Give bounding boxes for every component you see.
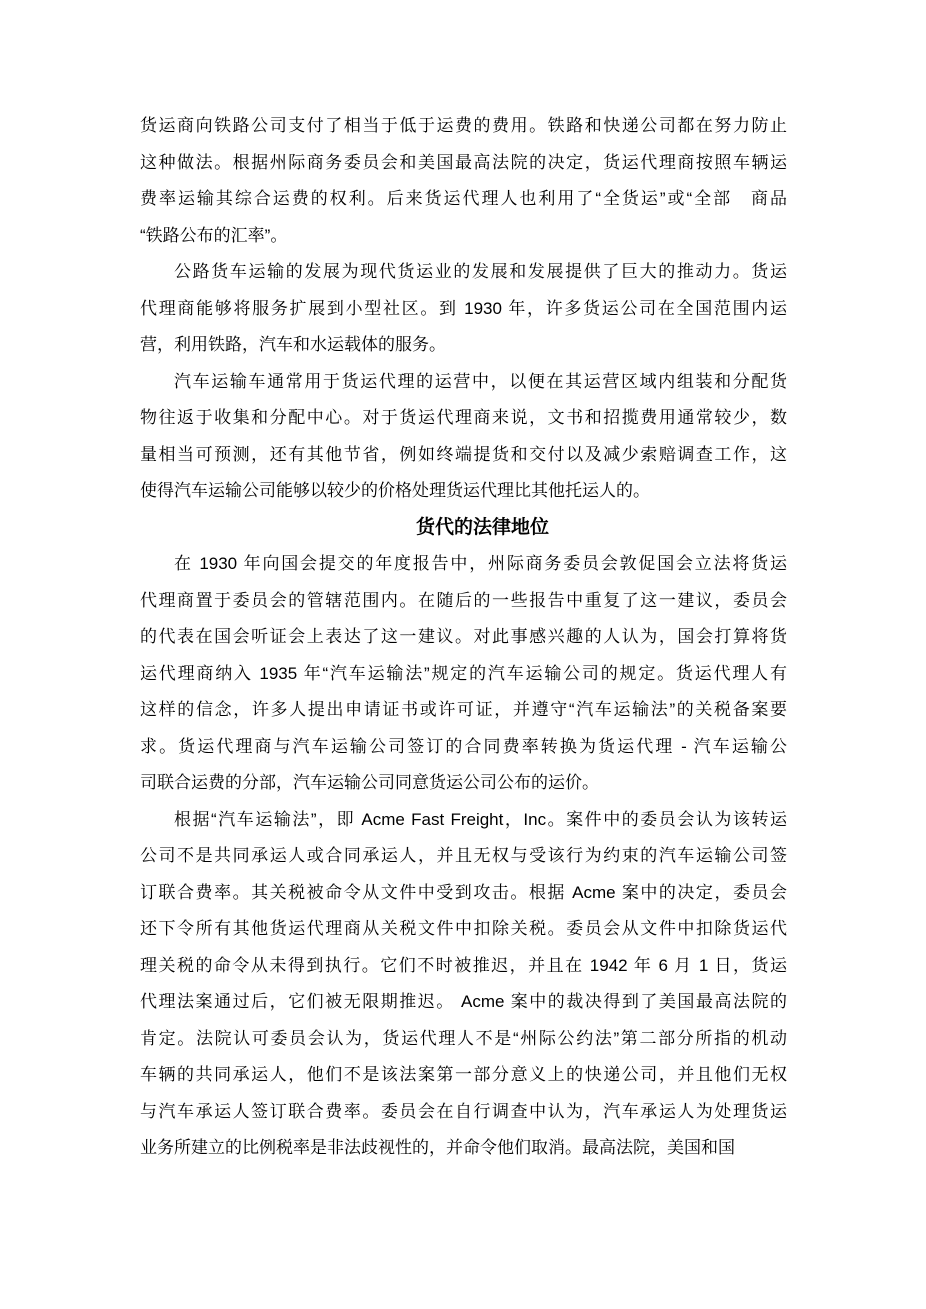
text-line: 代理商置于委员会的管辖范围内。在随后的一些报告中重复了这一建议，委员会: [140, 590, 787, 610]
text-line: “铁路公布的汇率”。: [140, 225, 288, 245]
text-line: 费率运输其综合运费的权利。后来货运代理人也利用了“全货运”或“全部 商品: [140, 189, 787, 208]
paragraph: [140, 364, 787, 510]
text-line: 根据“汽车运输法”，即 Acme Fast Freight，Inc。案件中的委员会认为该转运: [174, 809, 787, 829]
text-line: 公司不是共同承运人或合同承运人，并且无权与受该行为约束的汽车运输公司签: [140, 846, 787, 865]
text-line: 这样的信念，许多人提出申请证书或许可证，并遵守“汽车运输法”的关税备案要: [140, 700, 787, 719]
text-line: 代理法案通过后，它们被无限期推迟。 Acme 案中的裁决得到了美国最高法院的: [140, 992, 787, 1011]
text-line: 运代理商纳入 1935 年“汽车运输法”规定的汽车运输公司的规定。货运代理人有: [140, 663, 787, 683]
text-line: 订联合费率。其关税被命令从文件中受到攻击。根据 Acme 案中的决定，委员会: [140, 882, 787, 902]
text-line: 使得汽车运输公司能够以较少的价格处理货运代理比其他托运人的。: [140, 481, 650, 500]
text-line: 代理商能够将服务扩展到小型社区。到 1930 年，许多货运公司在全国范围内运: [140, 298, 787, 318]
text-line: 在 1930 年向国会提交的年度报告中，州际商务委员会敦促国会立法将货运: [174, 554, 787, 573]
text-line: 求。货运代理商与汽车运输公司签订的合同费率转换为货运代理 - 汽车运输公: [140, 736, 787, 756]
section-heading: 货代的法律地位: [415, 516, 549, 538]
text-line: 肯定。法院认可委员会认为，货运代理人不是“州际公约法”第二部分所指的机动: [140, 1028, 787, 1048]
text-line: 的代表在国会听证会上表达了这一建议。对此事感兴趣的人认为，国会打算将货: [140, 627, 787, 646]
document-body: [140, 108, 787, 1167]
paragraph: [140, 108, 787, 254]
text-line: 量相当可预测，还有其他节省，例如终端提货和交付以及减少索赔调查工作，这: [140, 444, 787, 464]
text-line: 物往返于收集和分配中心。对于货运代理商来说，文书和招揽费用通常较少，数: [140, 408, 787, 427]
text-line: 车辆的共同承运人，他们不是该法案第一部分意义上的快递公司，并且他们无权: [140, 1065, 787, 1084]
text-line: 司联合运费的分部，汽车运输公司同意货运公司公布的运价。: [140, 773, 599, 792]
text-line: 还下令所有其他货运代理商从关税文件中扣除关税。委员会从文件中扣除货运代: [140, 919, 787, 938]
text-line: 汽车运输车通常用于货运代理的运营中，以便在其运营区域内组装和分配货: [174, 371, 787, 391]
paragraph: [140, 546, 787, 802]
text-line: 营，利用铁路，汽车和水运载体的服务。: [140, 335, 446, 354]
text-line: 这种做法。根据州际商务委员会和美国最高法院的决定，货运代理商按照车辆运: [140, 152, 787, 172]
text-line: 公路货车运输的发展为现代货运业的发展和发展提供了巨大的推动力。货运: [174, 262, 787, 281]
text-line: 货运商向铁路公司支付了相当于低于运费的费用。铁路和快递公司都在努力防止: [140, 116, 787, 135]
paragraph: [140, 802, 787, 1167]
text-line: 业务所建立的比例税率是非法歧视性的，并命令他们取消。最高法院，美国和国: [140, 1138, 735, 1157]
text-line: 与汽车承运人签订联合费率。委员会在自行调查中认为，汽车承运人为处理货运: [140, 1101, 787, 1121]
text-line: 理关税的命令从未得到执行。它们不时被推迟，并且在 1942 年 6 月 1 日，货运: [140, 955, 787, 975]
paragraph: [140, 254, 787, 364]
